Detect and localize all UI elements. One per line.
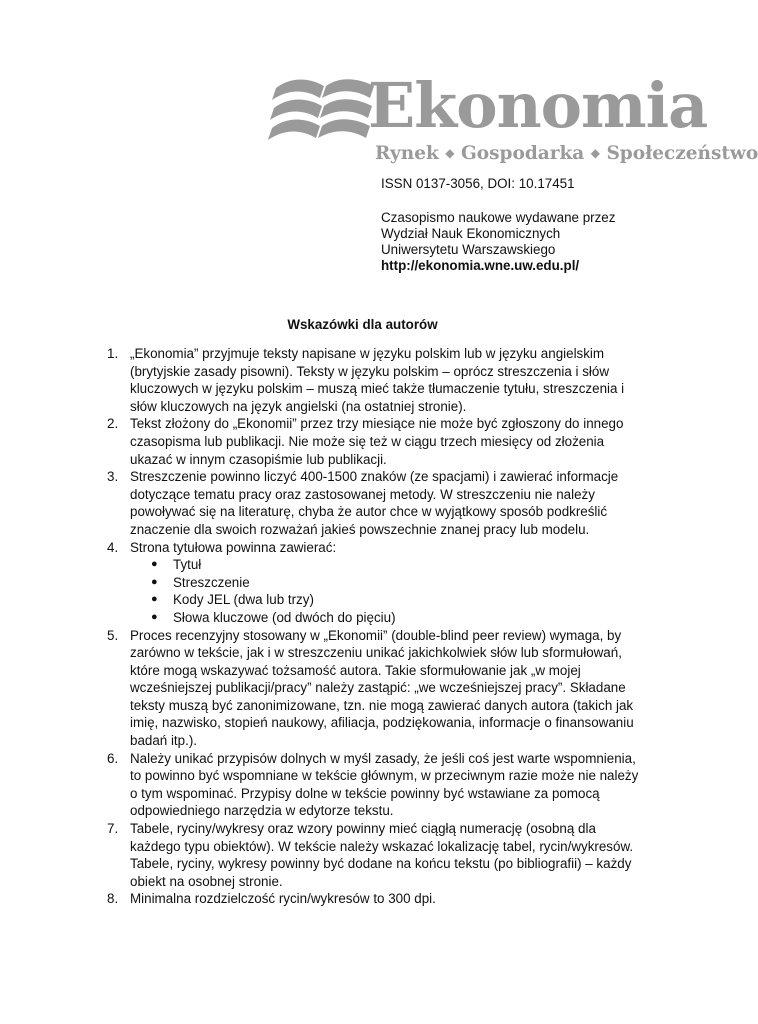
subtitle-word: Rynek <box>375 143 439 164</box>
title-page-requirements <box>130 556 659 626</box>
bullet-icon: ● <box>151 610 158 623</box>
item-number: 7. <box>107 821 119 837</box>
guideline-item <box>99 415 659 468</box>
guideline-item <box>99 345 659 415</box>
bullet-icon: ● <box>151 593 158 606</box>
publisher-line: Wydział Nauk Ekonomicznych <box>381 226 561 241</box>
bullet-item <box>130 556 659 574</box>
bullet-icon: ● <box>151 575 158 588</box>
guideline-item <box>99 750 659 820</box>
guidelines-list <box>99 345 659 908</box>
item-text: Tabele, ryciny/wykresy oraz wzory powinny mieć ciągłą numerację (osobną dla każdego typu obiektów). W tekście należy wskazać lokalizację tabel, rycin/wykresów. Tabele, ryciny, wykresy powinny być dodane na końcu tekstu (po bibliografii) – każdy obiekt na osobnej stronie. <box>130 821 634 889</box>
item-number: 6. <box>107 750 119 766</box>
guideline-item <box>99 890 659 908</box>
item-text: Minimalna rozdzielczość rycin/wykresów to 300 dpi. <box>130 891 436 907</box>
subtitle-word: Społeczeństwo <box>606 143 758 164</box>
journal-logo-title: Ekonomia <box>368 69 708 142</box>
waves-logo-icon <box>270 74 378 146</box>
item-number: 4. <box>107 539 119 555</box>
item-text: Tekst złożony do „Ekonomii” przez trzy miesiące nie może być zgłoszony do innego czasopisma lub publikacji. Nie może się też w ciągu trzech miesięcy od złożenia ukazać w innym czasopiśmie lub publikacji. <box>130 416 624 467</box>
diamond-separator-icon: ◆ <box>590 146 600 160</box>
subtitle-word: Gospodarka <box>460 143 585 164</box>
bullet-icon: ● <box>151 558 158 571</box>
journal-logo-subtitle <box>375 142 758 167</box>
bullet-text: Streszczenie <box>173 574 250 590</box>
item-number: 3. <box>107 469 119 485</box>
publisher-line: Czasopismo naukowe wydawane przez <box>381 210 616 225</box>
item-text: „Ekonomia” przyjmuje teksty napisane w języku polskim lub w języku angielskim (brytyjskie zasady pisowni). Teksty w języku polskim – oprócz streszczenia i słów kluczowych w języku polskim – muszą mieć także tłumaczenie tytułu, streszczenia i słów kluczowych na język angielski (na ostatniej stronie). <box>130 346 625 414</box>
page-title: Wskazówki dla autorów <box>287 317 438 332</box>
item-text: Należy unikać przypisów dolnych w myśl zasady, że jeśli coś jest warte wspomnienia, to powinno być wspomniane w tekście głównym, w przeciwnym razie może nie należy o tym wspominać. Przypisy dolne w tekście powinny być wstawiane za pomocą odpowiedniego narzędzia w edytorze tekstu. <box>130 750 639 819</box>
item-text: Streszczenie powinno liczyć 400-1500 znaków (ze spacjami) i zawierać informacje dotyczące tematu pracy oraz zastosowanej metody. W streszczeniu nie należy powoływać się na literaturę, chyba że autor chce w wyjątkowy sposób podkreślić znaczenie dla swoich rozważań jakieś powszechnie znanej pracy lub modelu. <box>130 469 619 537</box>
item-text: Strona tytułowa powinna zawierać: <box>130 539 337 555</box>
bullet-item <box>130 609 659 627</box>
guideline-item <box>99 820 659 890</box>
item-number: 5. <box>107 627 119 643</box>
item-number: 8. <box>107 891 119 907</box>
bullet-text: Tytuł <box>173 557 202 573</box>
item-text: Proces recenzyjny stosowany w „Ekonomii” (double-blind peer review) wymaga, by zarówno w tekście, jak i w streszczeniu unikać jakichkolwiek słów lub sformułowań, które mogą wskazywać tożsamość autora. Takie sformułowanie jak „w mojej wcześniejszej publikacji/pracy” należy zastąpić: „we wcześniejszej pracy”. Składane teksty muszą być zanonimizowane, tzn. nie mogą zawierać danych autora (takich jak imię, nazwisko, stopień naukowy, afiliacja, podziękowania, informacje o finansowaniu badań itp.). <box>130 627 634 749</box>
issn-doi: ISSN 0137-3056, DOI: 10.17451 <box>381 176 575 191</box>
publisher-info <box>381 176 615 274</box>
item-number: 2. <box>107 416 119 432</box>
bullet-text: Kody JEL (dwa lub trzy) <box>173 592 314 608</box>
journal-url-link[interactable]: http://ekonomia.wne.uw.edu.pl/ <box>381 258 580 273</box>
bullet-item <box>130 574 659 592</box>
guideline-item <box>99 468 659 538</box>
bullet-text: Słowa kluczowe (od dwóch do pięciu) <box>173 609 396 625</box>
publisher-line: Uniwersytetu Warszawskiego <box>381 242 556 257</box>
bullet-item <box>130 591 659 609</box>
item-number: 1. <box>107 346 119 361</box>
guideline-item <box>99 539 659 627</box>
diamond-separator-icon: ◆ <box>445 146 455 160</box>
guideline-item <box>99 627 659 750</box>
